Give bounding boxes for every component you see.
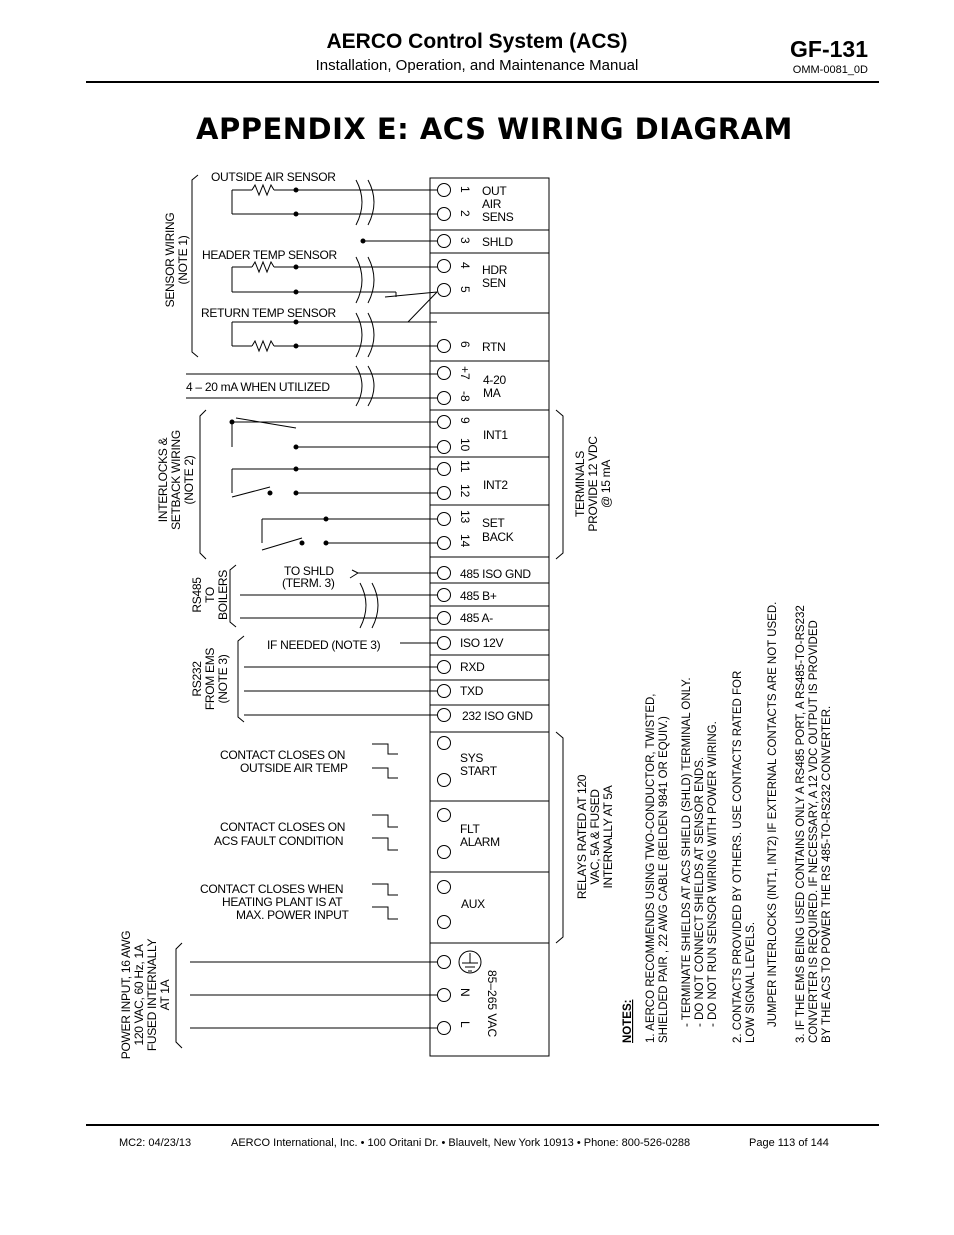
ma-utilized-label: 4 – 20 mA WHEN UTILIZED [186,380,330,394]
label-flt: FLT [460,822,480,836]
rs485-label-2: TO [203,587,217,603]
interlocks-label-3: (NOTE 2) [182,455,196,505]
interlock-bracket [200,410,206,559]
term-6: 6 [458,341,472,348]
return-temp-sensor-label: RETURN TEMP SENSOR [201,306,336,320]
term-11: 11 [458,460,472,473]
term-3: 3 [458,237,472,244]
rs485-wiring [240,570,437,628]
relays-label-3: INTERNALLY AT 5A [601,785,615,889]
relays-label-1: RELAYS RATED AT 120 [575,774,589,900]
term-5: 5 [458,286,472,293]
power-input-label-1: POWER INPUT, 16 AWG [119,930,133,1060]
contact-heating-line1: CONTACT CLOSES WHEN [200,882,344,896]
label-aux: AUX [461,897,485,911]
label-sens: SENS [482,210,514,224]
term-8: -8 [458,391,472,402]
wiring-labels [186,170,381,922]
outside-air-sensor-label: OUTSIDE AIR SENSOR [211,170,336,184]
notes-title: NOTES: [622,999,634,1043]
label-sen: SEN [482,276,506,290]
contact-oat-line2: OUTSIDE AIR TEMP [240,761,348,775]
to-shld-label: TO SHLD [284,564,334,578]
label-air: AIR [482,197,502,211]
note-line-2: SHIELDED PAIR , 22 AWG CABLE (BELDEN 9841 OR EQUIV.) [658,716,670,1043]
terminals-provide-2: PROVIDE 12 VDC [586,436,600,532]
interlock-wiring [230,418,437,550]
term-10: 10 [458,438,472,452]
label-sys: SYS [460,751,484,765]
notes [622,602,833,1043]
interlocks-label-1: INTERLOCKS & [156,437,170,523]
power-wiring [190,962,437,1028]
label-iso-12v: ISO 12V [460,636,504,650]
terminals-provide-3: @ 15 mA [599,459,613,509]
label-shld: SHLD [482,235,513,249]
sensor-wiring-label: SENSOR WIRING [163,212,177,308]
power-bracket [176,943,182,1048]
label-4-20: 4-20 [483,373,506,387]
power-input-label-3: FUSED INTERNALLY [145,938,159,1052]
term-3-label: (TERM. 3) [282,576,335,590]
footer-revision: MC2: 04/23/13 [119,1137,192,1149]
relays-label-2: VAC, 5A & FUSED [588,789,602,885]
interlocks-label-2: SETBACK WIRING [169,430,183,530]
note-line-8: JUMPER INTERLOCKS (INT1, INT2) IF EXTERNAL CONTACTS ARE NOT USED. [767,601,779,1027]
note-line-5: - DO NOT RUN SENSOR WIRING WITH POWER WIRING. [707,721,719,1027]
relays-bracket [556,732,563,943]
term-12: 12 [458,484,472,498]
footer-company: AERCO International, Inc. • 100 Oritani Dr. • Blauvelt, New York 10913 • Phone: 800-526-0288 [231,1137,691,1149]
term-13: 13 [458,510,472,524]
label-out: OUT [482,184,507,198]
terminal-labels [460,184,533,911]
rs232-label-2: FROM EMS [203,647,217,711]
power-input-label-2: 120 VAC, 60 Hz, 1A [132,944,146,1046]
sensor-wiring [186,180,437,406]
note-line-4: - DO NOT CONNECT SHIELDS AT SENSOR ENDS. [694,756,706,1027]
label-rxd: RXD [460,660,485,674]
contact-heating-line2: HEATING PLANT IS AT [222,895,343,909]
rs232-label-1: RS232 [190,661,204,697]
document-title: AERCO Control System (ACS) [326,30,628,53]
label-rtn: RTN [482,340,506,354]
label-int2: INT2 [483,478,508,492]
term-n: N [458,988,472,997]
footer-page: Page 113 of 144 [749,1137,829,1149]
note-line-6: 2. CONTACTS PROVIDED BY OTHERS. USE CONTACTS RATED FOR [732,670,744,1043]
label-hdr: HDR [482,263,508,277]
note-line-9: 3. IF THE EMS BEING USED CONTAINS ONLY A RS485 PORT, A RS485-TO-RS232 [795,605,807,1043]
header-temp-sensor-label: HEADER TEMP SENSOR [202,248,337,262]
terminals-provide-bracket [556,410,563,559]
term-9: 9 [458,417,472,424]
term-7: +7 [458,366,472,380]
terminals-provide-1: TERMINALS [573,451,587,517]
contact-heating-line3: MAX. POWER INPUT [236,908,349,922]
appendix-heading: APPENDIX E: ACS WIRING DIAGRAM [196,112,793,146]
note-line-3: - TERMINATE SHIELDS AT ACS SHIELD (SHLD) TERMINAL ONLY. [681,677,693,1027]
label-232-iso-gnd: 232 ISO GND [462,709,533,723]
relay-contacts [372,744,398,919]
contact-fault-line2: ACS FAULT CONDITION [214,834,344,848]
label-ma: MA [483,386,501,400]
power-voltage-label: 85–265 VAC [485,970,499,1038]
footer-rule [86,1124,879,1126]
rs485-label-3: BOILERS [216,570,230,620]
document-number: OMM-0081_0D [792,64,868,76]
label-txd: TXD [460,684,484,698]
product-code: GF-131 [790,36,868,62]
term-14: 14 [458,534,472,548]
side-labels [119,213,615,1060]
note-line-7: LOW SIGNAL LEVELS. [745,921,757,1043]
sensor-wiring-note: (NOTE 1) [176,235,190,285]
label-back: BACK [482,530,514,544]
term-2: 2 [458,210,472,217]
label-alarm: ALARM [460,835,500,849]
if-needed-label: IF NEEDED (NOTE 3) [267,638,381,652]
label-485-a-minus: 485 A- [460,611,493,625]
rs485-bracket [230,565,236,627]
contact-oat-line1: CONTACT CLOSES ON [220,748,346,762]
contact-fault-line1: CONTACT CLOSES ON [220,820,346,834]
label-485-b-plus: 485 B+ [460,589,497,603]
term-1: 1 [458,186,472,193]
power-input-label-4: AT 1A [158,979,172,1011]
rs232-bracket [238,636,244,722]
note-line-11: BY THE ACS TO POWER THE RS 485-TO-RS232 CONVERTER. [821,705,833,1043]
label-set: SET [482,516,505,530]
term-4: 4 [458,262,472,269]
label-485-iso-gnd: 485 ISO GND [460,567,531,581]
note-line-10: CONVERTER IS REQUIRED. IF NECESSARY, A 12 VDC OUTPUT IS PROVIDED [808,620,820,1043]
note-line-1: 1. AERCO RECOMMENDS USING TWO-CONDUCTOR, TWISTED, [645,693,657,1043]
term-l: L [458,1021,472,1028]
rs232-wiring [244,643,437,715]
label-start: START [460,764,497,778]
rs485-label-1: RS485 [190,577,204,613]
label-int1: INT1 [483,428,508,442]
document-subtitle: Installation, Operation, and Maintenance Manual [315,57,639,74]
rs232-label-3: (NOTE 3) [216,654,230,704]
sensor-wiring-bracket [192,175,198,357]
